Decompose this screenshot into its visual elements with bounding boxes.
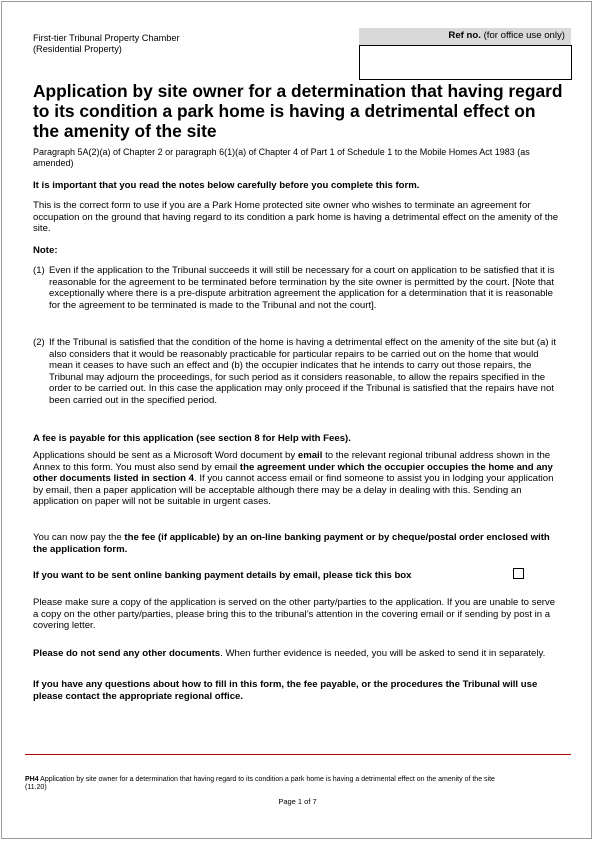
- form-title: Application by site owner for a determination that having regard to its condition a park home is having a detrimental effect on the amenity of the site: [33, 81, 563, 141]
- note-2-number: (2): [33, 337, 45, 348]
- ref-label-rest: (for office use only): [480, 30, 565, 41]
- form-code: PH4: [25, 776, 39, 783]
- ref-number-field[interactable]: [359, 45, 572, 80]
- application-instructions: [33, 450, 563, 508]
- ref-label-bold: Ref no.: [448, 30, 481, 41]
- note-1: [33, 265, 563, 311]
- apply-bold-email: email: [297, 450, 323, 461]
- important-notice: It is important that you read the notes below carefully before you complete this form.: [33, 180, 420, 191]
- no-documents-text: . When further evidence is needed, you will be asked to send it in separately.: [220, 648, 546, 659]
- org-line-1: First-tier Tribunal Property Chamber: [33, 33, 180, 43]
- payment-paragraph: [33, 532, 563, 555]
- intro-paragraph: This is the correct form to use if you are a Park Home protected site owner who wishes to terminate an agreement for occupation on the ground that having regard to its condition a park home is having a detrimental effect on the amenity of the site.: [33, 200, 559, 234]
- no-documents-paragraph: [33, 648, 563, 660]
- note-heading: Note:: [33, 245, 58, 256]
- org-line-2: (Residential Property): [33, 44, 122, 54]
- pay-bold: the fee (if applicable) by an on-line banking payment or by cheque/postal order enclosed with the application form.: [33, 532, 550, 555]
- note-2-text: If the Tribunal is satisfied that the condition of the home is having a detrimental effect on the amenity of the site but (a) it also considers that it would be reasonably practicable for particular repairs to be carried out on the home that would mean it ceases to have such an effect and (b) the occupier indicates that he intends to carry out those repairs, the Tribunal may adjourn the proceedings, for such period as it considers reasonable, to allow the repairs specified in the order to be carried out. In this case the application may only proceed if the Tribunal is satisfied that the repairs have not been carried out in the specified period.: [49, 337, 556, 406]
- note-2: [33, 337, 563, 406]
- no-documents-bold: Please do not send any other documents: [33, 648, 221, 659]
- apply-text-1: Applications should be sent as a Microsoft Word document by: [33, 450, 298, 461]
- apply-text-3: . If you cannot access email or find someone to assist you in lodging your application by email, then a paper application will be acceptable although there may be a delay in dealing with this. Sending an application on paper will not be suitable in urgent cases.: [33, 473, 554, 507]
- footer: [25, 776, 571, 793]
- note-1-text: Even if the application to the Tribunal succeeds it will still be necessary for a court on application to be satisfied that it is reasonable for the agreement to be terminated before termination by the site owner is permitted by the court. [Note that exceptionally where there is a pre-dispute arbitration agreement the application for a determination that it is reasonable for the agreement to be terminated is made to the Tribunal and not the court].: [49, 265, 555, 311]
- online-banking-checkbox[interactable]: [513, 568, 524, 579]
- form-version: (11.20): [25, 784, 47, 792]
- pay-text-1: You can now pay the: [33, 532, 125, 543]
- tick-box-label: If you want to be sent online banking payment details by email, please tick this box: [33, 570, 412, 581]
- apply-text-2: to the relevant regional tribunal address shown in the Annex to this form. You must also send by email: [33, 450, 551, 473]
- questions-paragraph: If you have any questions about how to fill in this form, the fee payable, or the procedures the Tribunal will use please contact the appropriate regional office.: [33, 679, 538, 702]
- apply-bold-documents: the agreement under which the occupier occupies the home and any other documents listed in section 4: [33, 461, 553, 484]
- footer-form-title: Application by site owner for a determination that having regard to its condition a park home is having a detrimental effect on the amenity of the site: [38, 776, 495, 783]
- serve-paragraph: Please make sure a copy of the application is served on the other party/parties to the application. If you are unable to serve a copy on the other party/parties, please bring this to the tribunal’s attention in the covering email or if sending by post in a covering letter.: [33, 597, 556, 631]
- ref-label: [359, 28, 571, 45]
- tribunal-name: [33, 33, 180, 55]
- fee-heading: A fee is payable for this application (see section 8 for Help with Fees).: [33, 433, 351, 444]
- note-1-number: (1): [33, 265, 45, 276]
- legal-reference: Paragraph 5A(2)(a) of Chapter 2 or paragraph 6(1)(a) of Chapter 4 of Part 1 of Schedule 1 to the Mobile Homes Act 1983 (as amended): [33, 147, 530, 168]
- footer-divider: [25, 754, 571, 755]
- page-number: Page 1 of 7: [278, 797, 317, 806]
